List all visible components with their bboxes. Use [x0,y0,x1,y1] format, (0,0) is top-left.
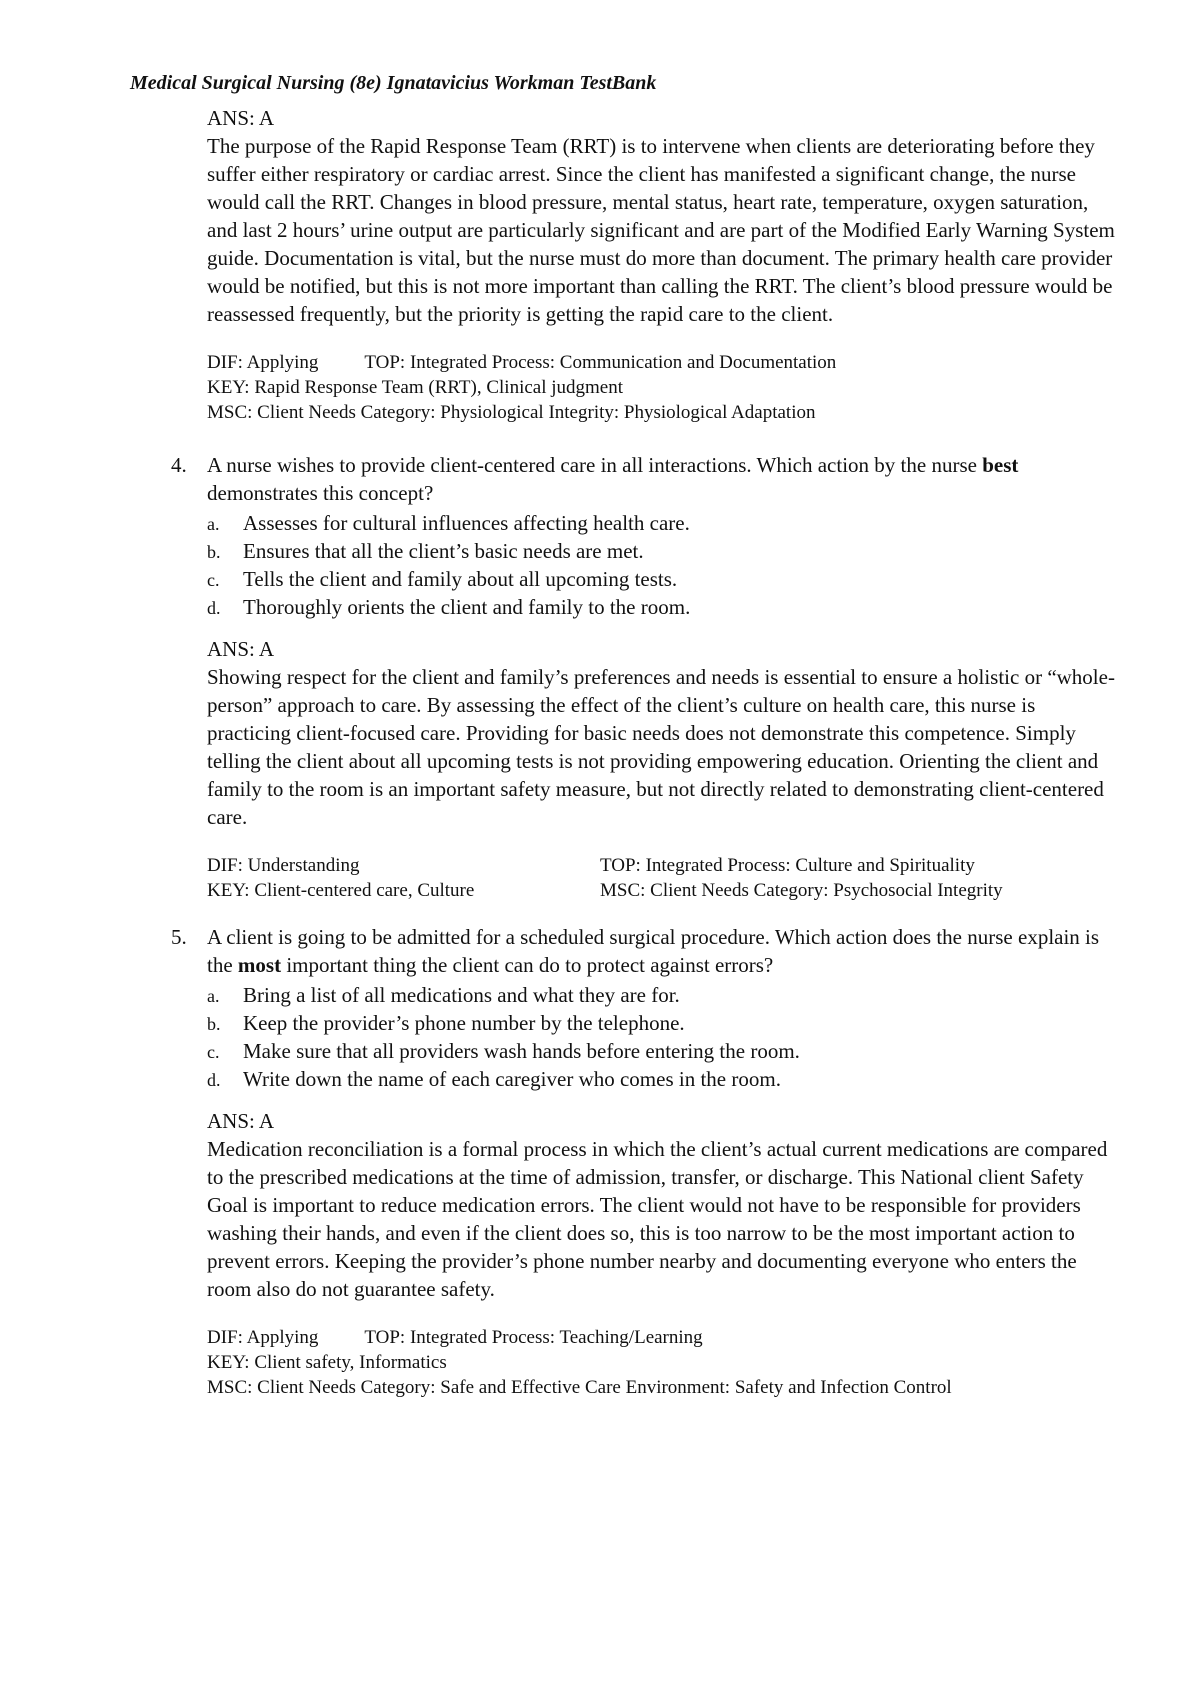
keywords: KEY: Client-centered care, Culture [207,880,475,901]
option-c [207,565,1117,593]
option-a [207,509,1117,537]
answer-key: ANS: A [207,106,275,130]
option-a [207,981,1117,1009]
question-number: 5. [171,925,187,949]
option-b [207,537,1117,565]
option-text: Bring a list of all medications and what they are for. [243,983,680,1007]
client-needs-category: MSC: Client Needs Category: Physiological Integrity: Physiological Adaptation [207,402,816,423]
option-text: Make sure that all providers wash hands before entering the room. [243,1039,800,1063]
answer-key: ANS: A [207,637,275,661]
option-letter: c. [207,570,220,590]
difficulty: DIF: Applying [207,1327,319,1348]
option-text: Write down the name of each caregiver who comes in the room. [243,1067,781,1091]
option-letter: a. [207,514,220,534]
option-d [207,593,1117,621]
stem-emphasis: best [982,453,1019,477]
answer-options [207,981,1117,1093]
topic: TOP: Integrated Process: Communication and Documentation [364,352,837,373]
dif-top-line [207,350,1117,375]
question-number: 4. [171,453,187,477]
question-4 [171,451,1117,903]
option-text: Assesses for cultural influences affecting health care. [243,511,690,535]
rationale-text: The purpose of the Rapid Response Team (RRT) is to intervene when clients are deteriorating before they suffer either respiratory or cardiac arrest. Since the client has manifested a significant change, the nurse would call the RRT. Changes in blood pressure, mental status, heart rate, temperature, oxygen saturation, and last 2 hours’ urine output are particularly significant and are part of the Modified Early Warning System guide. Documentation is vital, but the nurse must do more than document. The primary health care provider would be notified, but this is not more important than calling the RRT. The client’s blood pressure would be reassessed frequently, but the priority is getting the rapid care to the client. [207,134,1115,326]
option-text: Tells the client and family about all upcoming tests. [243,567,678,591]
option-text: Ensures that all the client’s basic needs are met. [243,539,644,563]
stem-text-end: important thing the client can do to protect against errors? [281,953,774,977]
option-b [207,1009,1117,1037]
option-letter: d. [207,1070,221,1090]
option-text: Keep the provider’s phone number by the telephone. [243,1011,685,1035]
option-c [207,1037,1117,1065]
option-letter: b. [207,542,221,562]
question-5 [171,923,1117,1400]
stem-emphasis: most [237,953,282,977]
keywords: KEY: Client safety, Informatics [207,1352,447,1373]
option-d [207,1065,1117,1093]
difficulty: DIF: Applying [207,352,319,373]
client-needs-category: MSC: Client Needs Category: Safe and Effective Care Environment: Safety and Infection Control [207,1377,952,1398]
running-header: Medical Surgical Nursing (8e) Ignatavicius Workman TestBank [130,72,657,94]
option-letter: d. [207,598,221,618]
client-needs-category: MSC: Client Needs Category: Psychosocial Integrity [600,880,1003,901]
topic: TOP: Integrated Process: Culture and Spirituality [600,855,975,876]
page-content [171,104,1117,1400]
stem-text: A client is going to be admitted for a scheduled surgical procedure. Which action does the nurse explain is the [207,925,1100,977]
option-letter: a. [207,986,220,1006]
question-metadata [207,853,1117,903]
rationale-text: Showing respect for the client and family’s preferences and needs is essential to ensure a holistic or “whole-person” approach to care. By assessing the effect of the client’s culture on health care, this nurse is practicing client-focused care. Providing for basic needs does not demonstrate this competence. Simply telling the client about all upcoming tests is not providing empowering education. Orienting the client and family to the room is an important safety measure, but not directly related to demonstrating client-centered care. [207,665,1115,829]
answer-options [207,509,1117,621]
difficulty: DIF: Understanding [207,855,360,876]
question-metadata [207,350,1117,425]
topic: TOP: Integrated Process: Teaching/Learning [364,1327,703,1348]
keywords: KEY: Rapid Response Team (RRT), Clinical judgment [207,377,624,398]
option-letter: b. [207,1014,221,1034]
question-stem [207,451,1117,507]
option-text: Thoroughly orients the client and family to the room. [243,595,691,619]
rationale-text: Medication reconciliation is a formal process in which the client’s actual current medications are compared to the prescribed medications at the time of admission, transfer, or discharge. This National client Safety Goal is important to reduce medication errors. The client would not have to be responsible for providers washing their hands, and even if the client does so, this is too narrow to be the most important action to prevent errors. Keeping the provider’s phone number nearby and documenting everyone who enters the room also do not guarantee safety. [207,1137,1108,1301]
answer-key: ANS: A [207,1109,275,1133]
stem-text-end: demonstrates this concept? [207,481,434,505]
question-metadata [207,1325,1117,1400]
question-3-answer-block [207,104,1117,425]
question-stem [207,923,1117,979]
dif-top-line [207,1325,1117,1350]
option-letter: c. [207,1042,220,1062]
stem-text: A nurse wishes to provide client-centered care in all interactions. Which action by the nurse [207,453,983,477]
